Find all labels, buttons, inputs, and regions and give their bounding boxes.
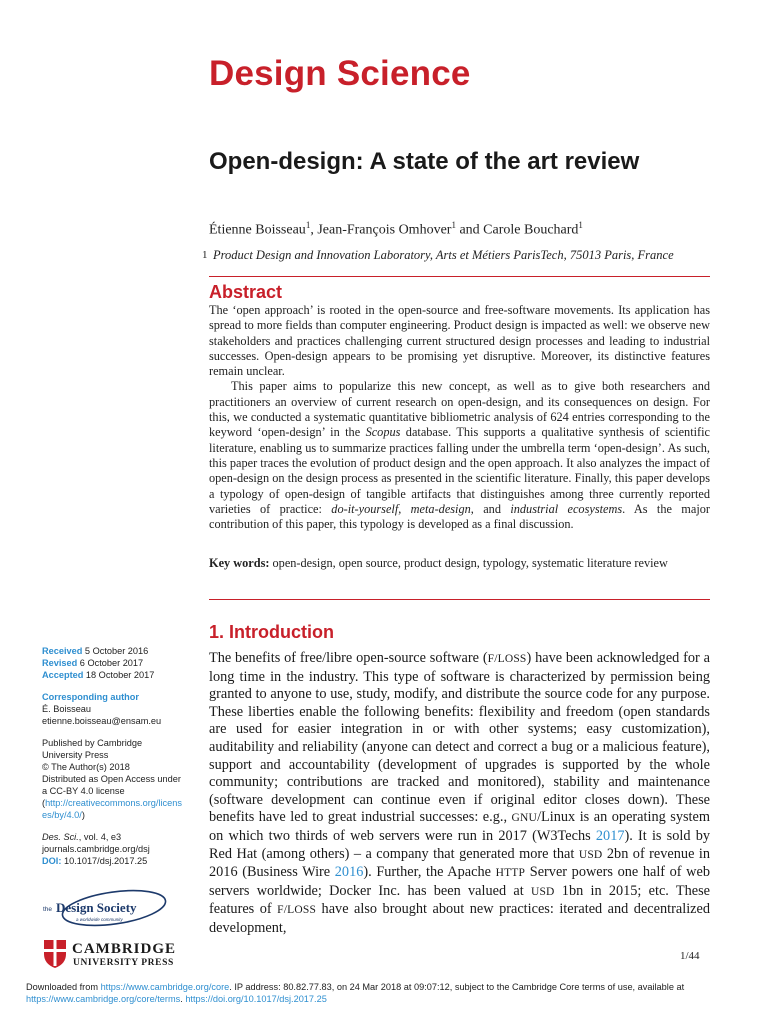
journal-title: Design Science	[209, 54, 471, 93]
keywords-text: open-design, open source, product design, typology, systematic literature review	[269, 556, 668, 570]
author-list: Étienne Boisseau$^1$, Jean-François Omhover$^1$ and Carole Bouchard$^1$	[209, 220, 583, 238]
citation-block: Des. Sci., vol. 4, e3 journals.cambridge.org/dsj DOI: 10.1017/dsj.2017.25	[42, 832, 150, 866]
svg-text:UNIVERSITY PRESS: UNIVERSITY PRESS	[73, 958, 174, 968]
citation-link[interactable]: 2017	[595, 827, 625, 844]
svg-text:Design Society: Design Society	[56, 900, 137, 915]
body-paragraph: The benefits of free/libre open-source software (F/LOSS) have been acknowledged for a long time in the industry. This type of software is characterized by permission being granted to anyone to use, study, modify, and distribute the source code for any purpose. These liberties enable the following benefits: flexibility and freedom (open standards are used for easier integration in or with other systems; easy customization), auditability and reliability (anyone can detect and correct a bug or a malicious feature), support and accountability (development of upgrades is supported by the whole community; contributions are tracked and monitored), stability and maintenance (software development can continue even if original editor closes down). These benefits have led to great industrial successes: e.g., GNU/Linux is an operating system on which two thirds of web servers were run in 2017 (W3Techs 2017). It is sold by Red Hat (among others) – a company that generated more that USD 2bn of revenue in 2016 (Business Wire 2016). Further, the Apache HTTP Server powers one half of web servers worldwide; Docker Inc. has been valued at USD 1bn in 2015; etc. These features of F/LOSS have also brought about new practices: iterated and decentralized development,	[209, 650, 711, 936]
keywords-label: Key words:	[209, 556, 270, 570]
download-footer: Downloaded from https://www.cambridge.org/core. IP address: 80.82.77.83, on 24 Mar 2018 at 09:07:12, subject to the Cambridge Core terms of use, available at https://www.cambridge.org/core/terms. https://doi.org/10.1017/dsj.2017.25	[26, 982, 685, 1004]
author-name: Jean-François Omhover	[317, 222, 452, 238]
doi-link[interactable]: https://doi.org/10.1017/dsj.2017.25	[185, 994, 327, 1004]
page-number: 1/44	[680, 950, 700, 962]
affiliation-number: 1	[202, 249, 208, 261]
citation-link[interactable]: 2016	[334, 864, 364, 881]
keywords	[209, 556, 710, 571]
abstract-paragraph: The ‘open approach’ is rooted in the open-source and free-software movements. Its application has spread to more fields than computer engineering. Product design is impacted as well: we observe new stakeholders and practices challenging current structured design processes and leading to industrial successes. Open-design appears to be promising yet disruptive. Moreover, its distinctive features remain unclear.	[209, 303, 710, 379]
terms-link[interactable]: https://www.cambridge.org/core/terms	[26, 994, 181, 1004]
license-link[interactable]: http://creativecommons.org/licenses/by/4.0/	[42, 798, 182, 820]
svg-text:a worldwide community: a worldwide community	[76, 917, 123, 922]
article-info-sidebar	[42, 645, 182, 877]
section-body	[209, 650, 710, 938]
publication-block: Published by Cambridge University Press © The Author(s) 2018 Distributed as Open Access under a CC-BY 4.0 license (http://creativecommons.org/licenses/by/4.0/)	[42, 738, 182, 820]
divider	[209, 276, 710, 277]
cambridge-university-press-logo	[42, 938, 202, 970]
core-link[interactable]: https://www.cambridge.org/core	[100, 982, 230, 992]
svg-text:the: the	[43, 906, 53, 913]
affiliation: Product Design and Innovation Laboratory, Arts et Métiers ParisTech, 75013 Paris, France	[213, 248, 674, 262]
dates-block: Received 5 October 2016 Revised 6 October 2017 Accepted 18 October 2017	[42, 646, 155, 680]
author-name: Étienne Boisseau	[209, 222, 306, 238]
affiliation-marker: 1	[451, 220, 456, 230]
abstract-heading: Abstract	[209, 282, 283, 302]
author-name: Carole Bouchard	[483, 222, 579, 238]
abstract-paragraph: This paper aims to popularize this new concept, as well as to give both researchers and practitioners an overview of current research on open-design, and its consequences on design. For this, we conducted a systematic quantitative bibliometric analysis of 624 entries corresponding to the keyword ‘open-design’ in the Scopus database. This supports a qualitative synthesis of scientific literature, enabling us to summarize practices falling under the umbrella term ‘open-design’. As such, this paper traces the evolution of product design and the open approach. It also analyzes the impact of open-design on the design process as presented in the scientific literature. Finally, this paper develops a typology of open-design of tangible artifacts that distinguishes among three currently reported varieties of practice: do-it-yourself, meta-design, and industrial ecosystems. As the major contribution of this paper, this typology is developed as a final discussion.	[209, 379, 710, 532]
affiliation-marker: 1	[578, 220, 583, 230]
abstract-body	[209, 303, 710, 532]
affiliation-marker: 1	[305, 220, 311, 230]
svg-text:CAMBRIDGE: CAMBRIDGE	[72, 941, 177, 957]
paper-title: Open-design: A state of the art review	[209, 148, 640, 175]
divider	[209, 599, 710, 600]
corresponding-author-block: Corresponding author É. Boisseau etienne.boisseau@ensam.eu	[42, 692, 162, 726]
section-heading: 1. Introduction	[209, 622, 334, 642]
design-society-logo	[42, 888, 182, 928]
